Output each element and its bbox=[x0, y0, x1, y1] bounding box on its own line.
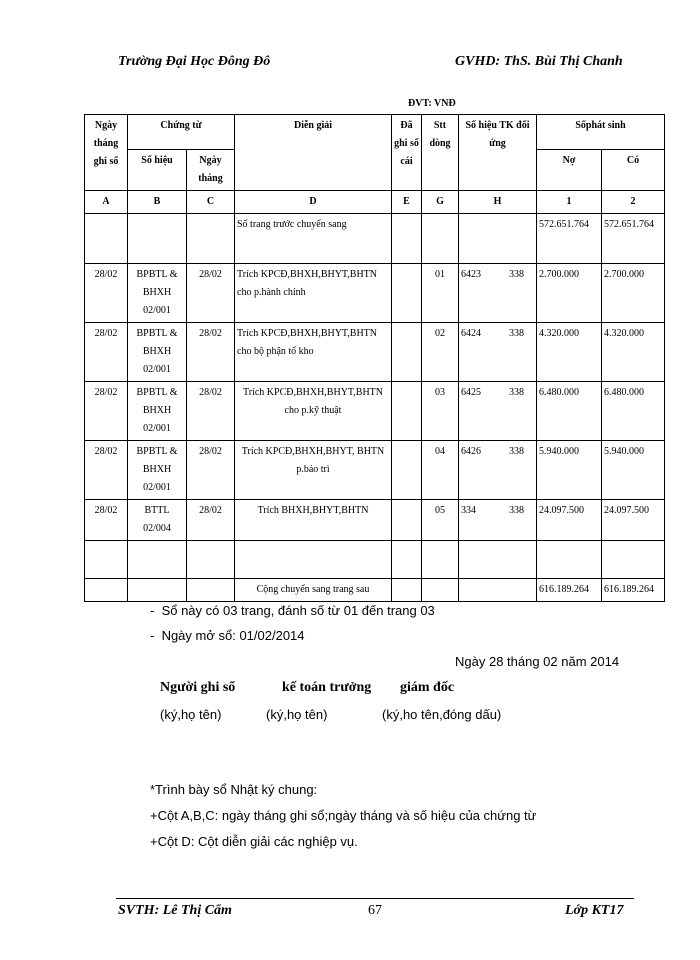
code-cell: D bbox=[235, 191, 392, 214]
sig-chief-accountant: kế toán trưởng bbox=[282, 680, 372, 695]
carried-out-credit: 616.189.264 bbox=[602, 579, 665, 602]
sig-recorder-sub: (ký,họ tên) bbox=[160, 707, 222, 722]
carried-in-row bbox=[85, 214, 665, 264]
header-voucher-date: Ngày tháng bbox=[187, 150, 235, 191]
explain-title: *Trình bày sổ Nhật ký chung: bbox=[150, 782, 318, 797]
footer-class: Lớp KT17 bbox=[565, 903, 624, 918]
note-opened: - Ngày mở sổ: 01/02/2014 bbox=[150, 628, 305, 643]
header-amount: Sốphát sinh bbox=[537, 115, 665, 150]
carried-in-credit: 572.651.764 bbox=[602, 214, 665, 264]
footer-student: SVTH: Lê Thị Cẩm bbox=[118, 903, 232, 918]
currency-unit: ĐVT: VNĐ bbox=[408, 98, 456, 109]
sig-director: giám đốc bbox=[400, 680, 455, 695]
carried-out-debit: 616.189.264 bbox=[537, 579, 602, 602]
sig-chief-sub: (ký,họ tên) bbox=[266, 707, 328, 722]
note-date: Ngày 28 tháng 02 năm 2014 bbox=[455, 654, 620, 669]
footer-divider bbox=[116, 898, 634, 899]
explain-line-2: +Cột D: Cột diễn giải các nghiệp vụ. bbox=[150, 834, 358, 849]
page-number: 67 bbox=[368, 903, 382, 918]
code-cell: 2 bbox=[602, 191, 665, 214]
table-row: 28/02 BPBTL & BHXH 02/001 28/02 Trích KPCĐ,BHXH,BHYT,BHTN cho p.hành chính 01 6423 338 2.700.000 2.700.000 bbox=[85, 264, 665, 323]
code-cell: 1 bbox=[537, 191, 602, 214]
header-debit: Nợ bbox=[537, 150, 602, 191]
table-row: 28/02 BTTL 02/004 28/02 Trích BHXH,BHYT,BHTN 05 334 338 24.097.500 24.097.500 bbox=[85, 500, 665, 541]
journal-table bbox=[84, 114, 665, 602]
carried-out-row bbox=[85, 579, 665, 602]
code-cell: G bbox=[422, 191, 459, 214]
header-date-cell: Ngày tháng ghi sổ bbox=[85, 115, 128, 191]
carried-in-label: Số trang trước chuyển sang bbox=[235, 214, 392, 264]
carried-in-debit: 572.651.764 bbox=[537, 214, 602, 264]
table-row: 28/02 BPBTL & BHXH 02/001 28/02 Trích KPCĐ,BHXH,BHYT, BHTN p.bảo trì 04 6426 338 5.940.000 5.940.000 bbox=[85, 441, 665, 500]
header-line-no: Stt dòng bbox=[422, 115, 459, 191]
sig-recorder: Người ghi sổ bbox=[160, 680, 236, 695]
header-credit: Có bbox=[602, 150, 665, 191]
explain-line-1: +Cột A,B,C: ngày tháng ghi sổ;ngày tháng và số hiệu của chứng từ bbox=[150, 808, 537, 823]
header-voucher: Chứng từ bbox=[128, 115, 235, 150]
sig-director-sub: (ký,ho tên,đóng dấu) bbox=[382, 707, 502, 722]
header-posted: Đã ghi sổ cái bbox=[392, 115, 422, 191]
note-pages: - Sổ này có 03 trang, đánh số từ 01 đến trang 03 bbox=[150, 603, 435, 618]
header-account: Số hiệu TK đối ứng bbox=[459, 115, 537, 191]
header-voucher-no: Số hiệu bbox=[128, 150, 187, 191]
code-cell: A bbox=[85, 191, 128, 214]
code-row bbox=[85, 191, 665, 214]
code-cell: H bbox=[459, 191, 537, 214]
code-cell: B bbox=[128, 191, 187, 214]
table-row: 28/02 BPBTL & BHXH 02/001 28/02 Trích KPCĐ,BHXH,BHYT,BHTN cho bộ phận tổ kho 02 6424 338 4.320.000 4.320.000 bbox=[85, 323, 665, 382]
code-cell: E bbox=[392, 191, 422, 214]
header-school: Trường Đại Học Đông Đô bbox=[118, 54, 271, 69]
header-advisor: GVHD: ThS. Bùi Thị Chanh bbox=[455, 54, 623, 69]
table-row: 28/02 BPBTL & BHXH 02/001 28/02 Trích KPCĐ,BHXH,BHYT,BHTN cho p.kỹ thuật 03 6425 338 6.480.000 6.480.000 bbox=[85, 382, 665, 441]
carried-out-label: Cộng chuyển sang trang sau bbox=[235, 579, 392, 602]
header-description: Diễn giải bbox=[235, 115, 392, 191]
empty-row bbox=[85, 541, 665, 579]
code-cell: C bbox=[187, 191, 235, 214]
